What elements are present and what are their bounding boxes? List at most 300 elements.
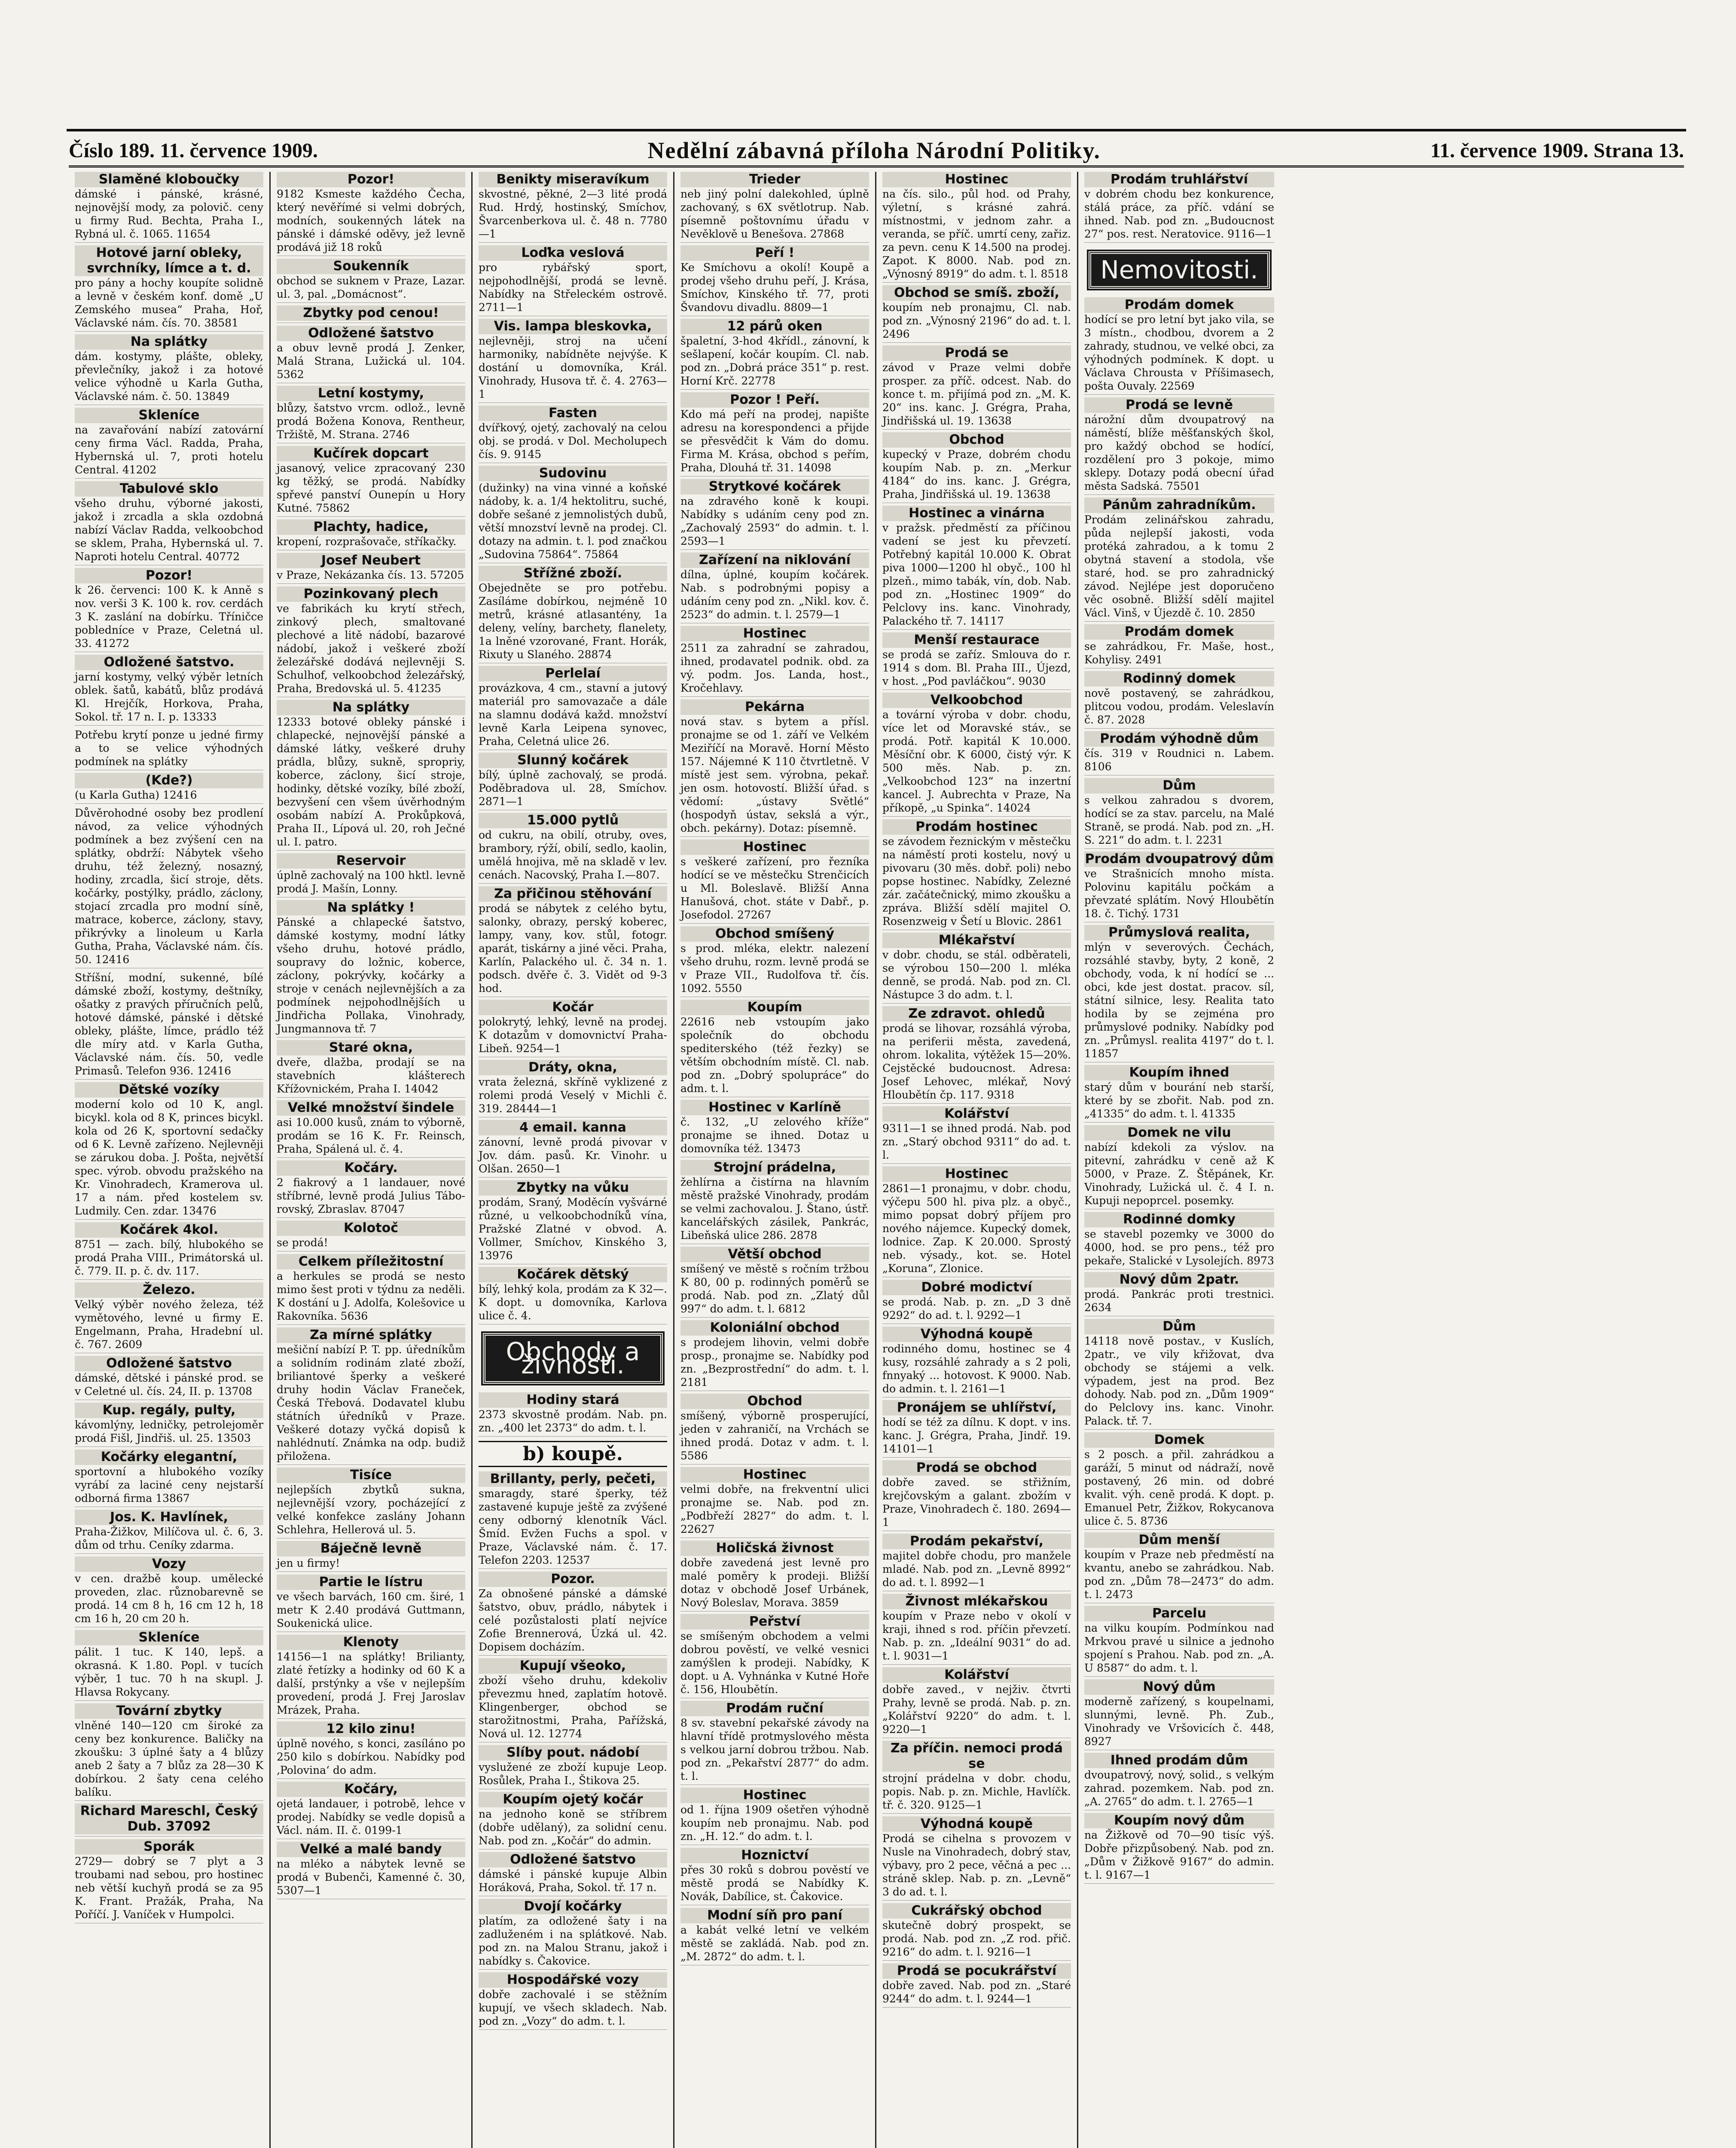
- ad-body: prodám, Sraný, Moděcín vyšvárné různé, u velkoobchodníků vína, Pražské Zlatné v obvod. A. Vollmer, Smíchov, Kinského 3, 13976: [479, 1196, 667, 1262]
- classified-ad: [1084, 1679, 1274, 1750]
- classified-ad: [277, 1468, 465, 1538]
- classified-ad: [882, 693, 1071, 817]
- classified-ad: [1084, 297, 1274, 395]
- classified-ad: [75, 773, 263, 804]
- ad-heading: Dům: [1084, 778, 1274, 793]
- ad-heading: Prodám dvoupatrový dům: [1085, 851, 1274, 867]
- ad-heading: Sporák: [75, 1839, 263, 1855]
- classified-ad: [479, 886, 667, 997]
- column-2: [271, 172, 473, 2148]
- ad-heading: Koloniální obchod: [680, 1320, 869, 1336]
- ad-body: 2 fiakrový a 1 landauer, nové stříbrné, levně prodá Julius Táborovský, Zbraslav. 87047: [277, 1176, 465, 1215]
- ad-body: k 26. červenci: 100 K. k Anně s nov. verši 3 K. 100 k. rov. cerdách 3 K. zaslání na dobírku. Tříničce pobledníce v Praze, Celetná ul. 33. 41272: [75, 584, 263, 650]
- classified-ad: [479, 319, 667, 403]
- ad-body: nová stav. s bytem a přísl. pronajme se od 1. září ve Velkém Meziříčí na Moravě. Horní Město 157. Nájemné K 110 čtvrtletně. V místě jest sem. výrobna, pekař. jen osm. hotovostí. Bližší úřad. s vědomí: „ústavy Světlé“ (hospodyň ústav, sekslá a výr., obch. pekárny). Dotaz: písemně.: [680, 715, 869, 834]
- column-1: [69, 172, 271, 2148]
- classified-ad: [680, 1247, 869, 1318]
- ad-heading: Ihned prodám dům: [1084, 1753, 1274, 1768]
- ad-heading: Parcelu: [1084, 1606, 1274, 1621]
- classified-ad: [882, 1280, 1071, 1324]
- classified-ad: [75, 1356, 263, 1400]
- ad-heading: Pronájem se uhlířství,: [882, 1400, 1071, 1416]
- ad-body: 22616 neb vstoupím jako společník do obchodu spediterského (též řezky) se větším obchodním místě. Cl. nab. pod zn. „Dobrý spolupráce“ do adm. t. l.: [680, 1016, 869, 1095]
- classified-ad: [277, 700, 465, 851]
- ad-body: prodá. Pankrác proti trestnici. 2634: [1084, 1288, 1274, 1314]
- ad-body: obchod se suknem v Praze, Lazar. ul. 3, pal. „Domácnost“.: [277, 275, 465, 300]
- ad-body: ve fabrikách ku krytí střech, zinkový plech, smaltované plechové a litě nádobí, bazarové nádobí, jakož i veškeré zboží železářské dodává nejlevněji S. Schulhof, velkoobchod železářský, Praha, Bredovská ul. 5. 41235: [277, 602, 465, 695]
- ad-body: se stavebl pozemky ve 3000 do 4000, hod. se pro pens., též pro pekaře, Stalické v Lysolejích. 8973: [1084, 1228, 1274, 1267]
- ad-body: koupím neb pronajmu, Cl. nab. pod zn. „Výnosný 2196“ do ad. t. l. 2496: [882, 301, 1071, 340]
- ad-body: Stříšní, modní, sukenné, bílé dámské zboží, kostymy, deštníky, ošatky z pravých příručních pelů, hotové dámské, pánské i dětské obleky, plášte, límce, prádlo též dle míry atd. v Karla Gutha, Václavské nám. čís. 50, vedle Primasů. Telefon 936. 12416: [75, 971, 263, 1077]
- ad-heading: Prodám domek: [1084, 297, 1274, 313]
- ad-heading: Zařízení na niklování: [680, 552, 869, 568]
- classified-ad: [680, 392, 869, 476]
- classified-ad: [479, 1180, 667, 1264]
- ad-heading: Tabulové sklo: [75, 481, 263, 497]
- classified-ad: [882, 1534, 1071, 1591]
- classified-ad: [479, 1000, 667, 1057]
- classified-ad: [479, 1471, 667, 1569]
- classified-ad: [680, 479, 869, 550]
- ad-heading: Za přičinou stěhování: [479, 886, 667, 902]
- classified-ad: [479, 1658, 667, 1742]
- ad-body: Pánské a chlapecké šatstvo, dámské kostymy, modní látky všeho druhu, hotové prádlo, soupravy do ložnic, koberce, záclony, pokrývky, kočárky a stroje v cenách nejlevnějších a za podmínek nejpohodlnějších u Jindřicha Pollaka, Vinohrady, Jungmannova tř. 7: [277, 916, 465, 1035]
- ad-heading: Kučírek dopcart: [277, 446, 465, 461]
- ad-body: mlýn v severových. Čechách, rozsáhlé stavby, byty, 2 koně, 2 obchody, voda, k ní hodící se ... obci, kde jest dostat. pracov. síl, státní silnice, lesy. Realita tato hodila by se zejména pro průmyslové podniky. Nabídky pod zn. „Průmysl. realita 4197“ do t. l. 11857: [1084, 941, 1274, 1060]
- ad-heading: Prodám ruční: [680, 1701, 869, 1716]
- ad-heading: (Kde?): [75, 773, 263, 788]
- ad-body: vrata železná, skříně vyklizené z rolemi prodá Veselý v Michli č. 319. 28444—1: [479, 1076, 667, 1115]
- ad-body: majitel dobře chodu, pro manžele mladé. Nab. pod zn. „Levně 8992“ do ad. t. l. 8992—1: [882, 1550, 1071, 1589]
- classified-ad: [680, 1788, 869, 1845]
- ad-body: prodá se nábytek z celého bytu, salonky, obrazy, perský koberec, lampy, vany, kov. stůl, fotogr. aparát, tiskárny a jiné věci. Praha, Karlín, Palackého ul. č. 34 n. 1. podsch. dvěře č. 3. Vidět od 9-3 hod.: [479, 902, 667, 995]
- classified-ad: [75, 1803, 263, 1837]
- classified-ad: [479, 1899, 667, 1970]
- ad-body: polokrytý, lehký, levně na prodej. K dotazům v domovnictví Praha-Libeň. 9254—1: [479, 1016, 667, 1055]
- classified-ad: [277, 326, 465, 383]
- classified-ad: [1084, 671, 1274, 729]
- ad-body: kávomlýny, ledničky, petrolejoměr prodá Fišl, Jindřiš. ul. 25. 13503: [75, 1419, 263, 1444]
- ad-body: Za obnošené pánské a dámské šatstvo, obuv, prádlo, nábytek i celé pozůstalosti platí nejvíce Zofie Brennerová, Úzká ul. 42. Dopisem docházím.: [479, 1587, 667, 1653]
- classified-ad: [680, 1394, 869, 1465]
- ad-heading: Rodinné domky: [1084, 1212, 1274, 1227]
- section-heading-koupe: b) koupě.: [479, 1441, 667, 1467]
- classified-ad: [479, 245, 667, 316]
- ad-body: Prodá se cihelna s provozem v Nusle na Vinohradech, dobrý stav, výbavy, pro 2 pece, věčná a pec ... stráně sklep. Nab. p. zn. „Levně“ 3 do ad. t. l.: [882, 1832, 1071, 1898]
- classified-ad: [75, 1703, 263, 1801]
- ad-body: čís. 319 v Roudnici n. Labem. 8106: [1084, 747, 1274, 773]
- ad-heading: Dětské vozíky: [75, 1082, 263, 1098]
- classified-ad: [75, 172, 263, 243]
- column-3: [473, 172, 674, 2148]
- ad-heading: Domek ne vilu: [1084, 1125, 1274, 1141]
- classified-ad: [1084, 397, 1274, 495]
- classified-ad: [882, 632, 1071, 690]
- ad-heading: Prodám výhodně dům: [1084, 731, 1274, 747]
- ad-heading: Pozor ! Peří.: [680, 392, 869, 408]
- ad-heading: Strytkové kočárek: [680, 479, 869, 494]
- date-and-page: 11. července 1909. Strana 13.: [1430, 139, 1684, 162]
- ad-body: 2861—1 pronajmu, v dobr. chodu, výčepu 500 hl. piva plz. a obyč., mimo popsat dobrý příjem pro nového nájemce. Kupecký domek, lodnice. Zap. K 20.000. Sprostý neb. výsady., kot. se. Hotel „Koruna“, Zlonice.: [882, 1182, 1071, 1275]
- ad-heading: Dvojí kočárky: [479, 1899, 667, 1914]
- ad-heading: Dobré modictví: [882, 1280, 1071, 1295]
- section-heading-obchody: Obchody a živnosti.: [483, 1333, 663, 1384]
- classified-ad: [479, 566, 667, 663]
- ad-body: Ke Smíchovu a okolí! Koupě a prodej všeho druhu peří, J. Krása, Smíchov, Kinského tř. 77, proti Švandovu divadlu. 8809—1: [680, 261, 869, 314]
- ad-body: (u Karla Gutha) 12416: [75, 789, 197, 801]
- ad-body: nově postavený, se zahrádkou, plitcou vodou, prodám. Veleslavín č. 87. 2028: [1084, 687, 1274, 726]
- ad-body: moderně zařízený, s koupelnami, slunnými, levně. Ph. Zub., Vinohrady ve Vršovicích č. 448, 8927: [1084, 1695, 1274, 1748]
- classified-ad: [882, 1166, 1071, 1277]
- ad-body: kropení, rozprašovače, stříkačky.: [277, 535, 457, 548]
- ad-heading: Domek: [1084, 1432, 1274, 1448]
- ad-body: koupím v Praze neb předměstí na kvantu, anebo se zahrádkou. Nab. pod zn. „Dům 78—2473“ do adm. t. l. 2473: [1084, 1548, 1274, 1601]
- ad-body: bílý, lehký kola, prodám za K 32—. K dopt. u domovníka, Karlova ulice č. 4.: [479, 1283, 667, 1322]
- ad-body: s prodejem lihovin, velmi dobře prosp., pronajme se. Nabídky pod zn. „Bezprostřední“ do adm. t. l. 2181: [680, 1336, 869, 1388]
- classified-ad: [277, 305, 465, 323]
- classified-ad: [1084, 1753, 1274, 1810]
- ad-body: kupecký v Praze, dobrém chodu koupím Nab. p. zn. „Merkur 4184“ do ins. kanc. J. Grégra, Praha, Jindřišská ul. 19. 13638: [882, 448, 1071, 500]
- ad-body: se závodem řeznickým v městečku na náměstí proti kostelu, nový u pivovaru (30 měs. dobř. poli) nebo popse hostinec. Nabídky, Zelezné zár. začátečnický, mimo zkoušku a zpráva. Bližší sdělí majitel O. Rosenzweig v Šetí u Blovic. 2861: [882, 835, 1071, 928]
- ad-body: zánovní, levně prodá pivovar v Jov. dám. pasů. Kr. Vinohr. u Olšan. 2650—1: [479, 1136, 667, 1175]
- classified-ad: [1084, 1319, 1274, 1430]
- column-6: [1078, 172, 1280, 2148]
- ad-heading: Zbytky na vůku: [479, 1180, 667, 1196]
- ad-body: smíšený, výborně prosperující, jeden v zahraničí, na Vrchách se ihned prodá. Dotaz v adm. t. l. 5586: [680, 1410, 869, 1462]
- ad-heading: Výhodná koupě: [882, 1816, 1071, 1832]
- ad-body: č. 132, „U zelového kříže“ pronajme se ihned. Dotaz u domovníka též. 13473: [680, 1116, 869, 1155]
- ad-heading: Koupím nový dům: [1084, 1813, 1274, 1828]
- ad-body: smíšený ve městě s ročním tržbou K 80, 00 p. rodinných poměrů se prodá. Nab. pod zn. „Zlatý důl 997“ do adm. t. l. 6812: [680, 1263, 869, 1315]
- ad-heading: Pozinkovaný plech: [277, 586, 465, 602]
- classified-ad: [1084, 1432, 1274, 1530]
- ad-body: se smíšeným obchodem a velmi dobrou pověstí, ve velké vesnici zamýšlen k prodeji. Nabídky, K dopt. u A. Vyhnánka v Kutné Hoře č. 156, Hloubětín.: [680, 1630, 869, 1696]
- ad-body: skvostné, pěkné, 2—3 lité prodá Rud. Hrdý, hostinský, Smíchov, Švarcenberkova ul. č. 48 n. 7780—1: [479, 188, 667, 240]
- ad-heading: Odložené šatstvo: [277, 326, 465, 341]
- classified-ad: [479, 1852, 667, 1896]
- classified-ad: [882, 1400, 1071, 1458]
- classified-ad: [1084, 1813, 1274, 1884]
- ad-body: s prod. mléka, elektr. nalezení všeho druhu, rozm. levně prodá se v Praze VII., Rudolfova tř. čís. 1092. 5550: [680, 942, 869, 995]
- ad-heading: Velkoobchod: [882, 693, 1071, 708]
- ad-heading: Kup. regály, pulty,: [75, 1403, 263, 1418]
- ad-body: moderní kolo od 10 K, angl. bicykl. kola od 8 K, princes bicykl. kola od 26 K, sportovní sedačky od 6 K. Levně zařízeno. Nejlevněji se zárukou doba. J. Pošta, největší spec. výrob. obvodu pražského na Kr. Vinohradech, Kramerova ul. 17 a nám. před kostelem sv. Ludmily. Cen. zdar. 13476: [75, 1098, 263, 1217]
- ad-heading: Sudovinu: [479, 466, 667, 481]
- ad-heading: Peřství: [680, 1614, 869, 1629]
- classified-ad: [277, 900, 465, 1037]
- classified-ad: [680, 1320, 869, 1391]
- ad-body: jasanový, velice zpracovaný 230 kg těžký, se prodá. Nabídky spřevé panství Ounepín u Hory Kutné. 75862: [277, 462, 465, 514]
- ad-heading: Hoznictví: [680, 1848, 869, 1863]
- classified-ad: [882, 285, 1071, 343]
- ad-heading: Soukenník: [277, 259, 465, 274]
- ad-heading: Rodinný domek: [1084, 671, 1274, 687]
- ad-body: a herkules se prodá se nesto mimo šest proti v týdnu za neděli. K dostání u J. Adolfa, Kolešovice u Rakovníka. 5636: [277, 1270, 465, 1322]
- ad-heading: Pánům zahradníkům.: [1084, 497, 1274, 513]
- ad-body: žehlírna a čistírna na hlavním městě pražské Vinohrady, prodám se velmi zachovalou. J. Štano, ústř. kancelářských zásilek, Pankrác, Libeňská ulice 286. 2878: [680, 1176, 869, 1242]
- ad-heading: Hostinec: [882, 1166, 1071, 1182]
- classified-ad: [680, 1701, 869, 1785]
- ad-heading: Skleníce: [75, 1630, 263, 1645]
- classified-ad: [277, 1721, 465, 1779]
- ad-heading: Velké množství šindele: [277, 1100, 465, 1116]
- ad-heading: Kolotoč: [277, 1220, 465, 1236]
- ad-body: od cukru, na obilí, otruby, oves, brambory, rýží, obilí, sedlo, kaolin, umělá hnojiva, mě na skladě v lev. cenách. Nacovský, Praha I.—807.: [479, 829, 667, 881]
- classified-ad: [680, 172, 869, 243]
- ad-heading: Průmyslová realita,: [1084, 925, 1274, 940]
- classified-ad: [882, 933, 1071, 1004]
- classified-ad: [277, 1635, 465, 1719]
- classified-ad: [277, 1254, 465, 1325]
- ad-heading: Odložené šatstvo.: [75, 655, 263, 670]
- ad-body: smaragdy, staré šperky, též zastavené kupuje ještě za zvýšené ceny odborný klenotník Václ. Šmíd. Evžen Fuchs a spol. v Praze, Václavské nám. č. 17. Telefon 2203. 12537: [479, 1487, 667, 1566]
- ad-heading: Loďka veslová: [479, 245, 667, 261]
- classified-ad: [882, 1106, 1071, 1164]
- classified-ad: [277, 519, 465, 550]
- ad-body: blůzy, šatstvo vrcm. odlož., levně prodá Božena Konova, Rentheur, Tržiště, M. Strana. 2746: [277, 402, 465, 441]
- ad-body: 8 sv. stavební pekařské závody na hlavní třídě protmyslového města s velkou jarní dobrou tržbou. Nab. pod zn. „Pekařství 2877“ do adm. t. l.: [680, 1717, 869, 1782]
- ad-heading: Kupují všeoko,: [479, 1658, 667, 1674]
- ad-body: ve všech barvách, 160 cm. širé, 1 metr K 2.40 prodává Guttmann, Soukenická ulice.: [277, 1590, 465, 1629]
- classified-ad: [75, 1510, 263, 1554]
- ad-heading: Kolářství: [882, 1667, 1071, 1683]
- classified-ad: [680, 626, 869, 697]
- classified-ad: [277, 446, 465, 517]
- ad-heading: Obchod: [680, 1394, 869, 1409]
- ad-heading: Koupím ihned: [1084, 1065, 1274, 1080]
- ad-heading: Na splátky: [277, 700, 465, 715]
- ad-body: Obejedněte se pro potřebu. Zasíláme dobírkou, nejméně 10 metrů, krásné atlasantény, 1a deleny, velíny, barchety, flanelety, 1a lněné vzorované, Frant. Horák, Rixuty u Slaného. 28874: [479, 582, 667, 661]
- ad-body: dílna, úplné, koupím kočárek. Nab. s podrobnými popisy a udáním ceny pod zn. „Nikl. kov. č. 2523“ do admin. t. l. 2579—1: [680, 568, 869, 621]
- ad-body: se zahrádkou, Fr. Maše, host., Kohylisy. 2491: [1084, 640, 1274, 666]
- ad-body: 2729— dobrý se 7 plyt a 3 troubami nad sebou, pro hostinec neb větší kuchyň prodá se za 95 K. Frant. Pražák, Praha, Na Poříčí. J. Vaníček v Humpolci.: [75, 1855, 263, 1921]
- classified-ad: [75, 1282, 263, 1353]
- ad-body: všeho druhu, výborné jakosti, jakož i zrcadla a skla ozdobná nabízí Václav Radda, velkoobchod se sklem, Praha, Hybernská ul. 7. Naproti hotelu Central. 40772: [75, 497, 263, 563]
- ad-body: v pražsk. předměstí za příčinou vadení se jest ku převzetí. Potřebný kapitál 10.000 K. Obrat piva 1000—1200 hl obyč., 100 hl plzeň., mimo tabák, vín, dob. Nab. pod zn. „Hostinec 1909“ do Pelclovy ins. kanc. Vinohrady, Palackého tř. 7. 14117: [882, 522, 1071, 627]
- ad-heading: Prodám pekařství,: [882, 1534, 1071, 1549]
- classified-ad: [75, 1839, 263, 1923]
- ad-heading: Prodám hostinec: [882, 819, 1071, 835]
- classified-ad: [277, 586, 465, 697]
- classified-ad: [75, 481, 263, 565]
- ad-heading: Prodá se levně: [1084, 397, 1274, 413]
- ad-heading: Koupím: [680, 1000, 869, 1015]
- ad-body: provázkova, 4 cm., stavní a jutový materiál pro samovazače a dále na slamnu dodává každ. množství levně Karla Leipena synovec, Praha, Celetná ulice 26.: [479, 682, 667, 748]
- ad-heading: Obchod se smíš. zboží,: [882, 285, 1071, 301]
- ad-heading: Slunný kočárek: [479, 753, 667, 768]
- ad-heading: 12 kilo zinu!: [277, 1721, 465, 1737]
- ad-heading: Kočárek 4kol.: [75, 1222, 263, 1238]
- ad-body: sportovní a hlubokého vozíky vyrábí za laciné ceny nejstarší odborná firma 13867: [75, 1465, 263, 1504]
- ad-heading: Železo.: [75, 1282, 263, 1298]
- ad-heading: 15.000 pytlů: [479, 813, 667, 828]
- ad-heading: Prodám domek: [1084, 624, 1274, 640]
- ad-body: s 2 posch. a přil. zahrádkou a garáží, 5 minut od nádraží, nově postavený, 26 min. od dobré kvalit. výh. ceně prodá. K dopt. p. Emanuel Petr, Žižkov, Rokycanova ulice č. 5. 8736: [1084, 1448, 1274, 1527]
- classified-ad: [680, 1848, 869, 1905]
- ad-heading: Pekárna: [680, 699, 869, 715]
- classified-ad: [479, 1571, 667, 1656]
- classified-ad: [479, 466, 667, 563]
- classified-ad: [479, 753, 667, 810]
- ad-body: dobře zavedená jest levně pro malé poměry k prodeji. Bližší dotaz v obchodě Josef Urbánek, Nový Boleslav, Morava. 3859: [680, 1556, 869, 1609]
- classified-ad: [680, 1908, 869, 1965]
- ad-heading: Prodá se: [882, 345, 1071, 361]
- ad-body: s veškeré zařízení, pro řezníka hodící se ve městečku Strenčicích u Ml. Boleslavě. Bližší Anna Hanušová, chot. státe v Dabř., p. Josefodol. 27267: [680, 855, 869, 921]
- ad-heading: Pozor.: [479, 1571, 667, 1587]
- ad-body: mešiční nabízí P. T. pp. úředníkům a solidním rodinám zlaté zboží, briliantové šperky a veškeré druhy hodin Václav Franeček, Česká Třebová. Dodavatel klubu státních úředníků v Praze. Veškeré dotazy vyčká dopisů k nahlédnutí. Známka na odp. budiž přiložena.: [277, 1343, 465, 1462]
- ad-body: na Žižkově od 70—90 tisíc výš. Dobře přizpůsobený. Nab. pod zn. „Dům v Žižkově 9167“ do admin. t. l. 9167—1: [1084, 1829, 1274, 1881]
- ad-heading: Skleníce: [75, 408, 263, 423]
- classified-ad: [882, 1594, 1071, 1665]
- ad-heading: Prodá se obchod: [882, 1460, 1071, 1476]
- ad-body: úplně nového, s konci, zasíláno po 250 kilo s dobírkou. Nabídky pod ‚Polovina‘ do adm.: [277, 1737, 465, 1776]
- classified-ad: [479, 172, 667, 243]
- ad-body: vlněné 140—120 cm široké za ceny bez konkurence. Baličky na zkoušku: 3 úplné šaty a 4 blůzy aneb 2 šaty a 7 blůz za 28—30 K dobírkou. 2 šaty cena celého balíku.: [75, 1719, 263, 1798]
- ad-body: 14118 nově postav., v Kuslích, 2patr., ve vily křižovat, dva obchody se stájemi a velk. výpadem, jest na prod. Bez dohody. Nab. pod zn. „Dům 1909“ do Pelclovy ins. kanc. Vinohr. Palack. tř. 7.: [1084, 1335, 1274, 1427]
- ad-body: v dobrém chodu bez konkurence, stálá práce, za příč. vdání se ihned. Nab. pod zn. „Budoucnost 27“ pos. rest. Neratovice. 9116—1: [1084, 188, 1274, 240]
- ad-heading: Benikty miseravíkum: [479, 172, 667, 187]
- ad-body: starý dům v bourání neb starší, které by se zbořit. Nab. pod zn. „41335“ do adm. t. l. 41335: [1084, 1081, 1274, 1120]
- ad-body: na zdravého koně k koupi. Nabídky s udáním ceny pod zn. „Zachovalý 2593“ do admin. t. l. 2593—1: [680, 495, 869, 547]
- ad-heading: Výhodná koupě: [882, 1327, 1071, 1342]
- ad-heading: Richard Mareschl, Český Dub. 37092: [75, 1803, 263, 1834]
- classified-ad: [75, 1630, 263, 1701]
- classified-ad: [882, 1006, 1071, 1104]
- classified-ad: [882, 1816, 1071, 1901]
- ad-body: v dobr. chodu, se stál. odběrateli, se výrobou 150—200 l. mléka denně, se prodá. Nab. pod zn. Cl. Nástupce 3 do adm. t. l.: [882, 949, 1071, 1001]
- ad-body: hodí se též za dílnu. K dopt. v ins. kanc. J. Grégra, Praha, Jindř. 19. 14101—1: [882, 1416, 1071, 1455]
- ad-body: koupím v Praze nebo v okolí v kraji, ihned s rod. příčin převzetí. Nab. p. zn. „Ideální 9031“ do ad. t. l. 9031—1: [882, 1610, 1071, 1662]
- classified-ad: [75, 655, 263, 726]
- ad-body: 2511 za zahradní se zahradou, ihned, prodavatel podnik. obd. za vý. podm. Jos. Landa, host., Kročehlavy.: [680, 642, 869, 694]
- classified-ad: [882, 432, 1071, 503]
- ad-heading: Hostinec a vinárna: [882, 506, 1071, 521]
- ad-body: 8751 — zach. bílý, hlubokého se prodá Praha VIII., Primátorská ul. č. 779. II. p. č. dv. 117.: [75, 1238, 263, 1277]
- classified-ad: [479, 406, 667, 463]
- classified-ad: [1084, 851, 1274, 922]
- ad-heading: Obchod: [882, 432, 1071, 448]
- ad-body: dveře, dlažba, prodají se na stavebních klášterech Křížovnickém, Praha I. 14042: [277, 1056, 465, 1095]
- ad-body: skutečně dobrý prospekt, se prodá. Nab. pod zn. „Z rod. přič. 9216“ do adm. t. l. 9216—1: [882, 1919, 1071, 1958]
- classified-ad: [277, 259, 465, 303]
- classified-ad: [479, 1060, 667, 1117]
- classified-ad: [1084, 172, 1274, 243]
- classified-ad: [680, 552, 869, 623]
- classified-ad: [680, 699, 869, 837]
- ad-heading: Dům menší: [1084, 1532, 1274, 1548]
- ad-body: dobře zachovalé i se stěžním kupují, ve všech skladech. Nab. pod zn. „Vozy“ do adm. t. l.: [479, 1988, 667, 2027]
- classified-ad: [75, 806, 263, 968]
- ad-body: na mléko a nábytek levně se prodá v Bubenči, Kamenné č. 30, 5307—1: [277, 1858, 465, 1897]
- ad-body: 9182 Ksmeste každého Čecha, který nevěřímé si velmi dobrých, modních, soukenných látek na pánské i dámské oděvy, jež levně prodává již 18 roků: [277, 188, 465, 253]
- ad-heading: Reservoir: [277, 853, 465, 869]
- classified-ad: [277, 1842, 465, 1899]
- classified-ad: [882, 1903, 1071, 1961]
- ad-heading: Vozy: [75, 1556, 263, 1572]
- page-header: [69, 135, 1684, 168]
- ad-heading: Celkem příležitostní: [277, 1254, 465, 1269]
- classified-ad: [680, 1467, 869, 1538]
- ad-heading: Perlelaí: [479, 666, 667, 681]
- supplement-title: Nedělní zábavná příloha Národní Politiky.: [647, 137, 1101, 163]
- ad-heading: Holičská živnost: [680, 1541, 869, 1556]
- ad-heading: Živnost mlékařskou: [882, 1594, 1071, 1609]
- ad-body: dobře zaved., v nejživ. čtvrti Prahy, levně se prodá. Nab. p. zn. „Kolářství 9220“ do adm. t. l. 9220—1: [882, 1683, 1071, 1736]
- ad-body: na čís. silo., půl hod. od Prahy, výletní, s krásné zahrá. místnostmi, v jednom zahr. a veranda, se příč. umrtí ceny, zařiz. za pevn. cenu K 14.500 na prodej. Zapot. K 8000. Nab. pod zn. „Výnosný 8919“ do adm. t. l. 8518: [882, 188, 1071, 280]
- classified-ad: [882, 506, 1071, 630]
- classified-ad: [277, 1220, 465, 1251]
- classified-ad: [277, 1100, 465, 1158]
- ad-heading: Pozor!: [75, 568, 263, 583]
- ad-body: hodící se pro letní byt jako vila, se 3 místn., chodbou, dvorem a 2 zahrady, studnou, ve velké obci, za výhodných podmínek. K dopt. u Václava Chrousta v Příšimasech, pošta Ouvaly. 22569: [1084, 313, 1274, 392]
- ad-body: nejlepších zbytků sukna, nejlevnější vzory, pocházející z velké konfekce zaslány Johann Schlehra, Hellerová ul. 5.: [277, 1483, 465, 1536]
- ad-body: Velký výběr nového železa, též vymětového, levné u firmy E. Engelmann, Praha, Hradební ul. č. 767. 2609: [75, 1298, 263, 1351]
- classified-ad: [1084, 1272, 1274, 1316]
- ad-heading: Kočáry.: [277, 1160, 465, 1176]
- classified-ad: [479, 1267, 667, 1324]
- ad-body: Prodám zelinářskou zahradu, půda nejlepší jakosti, voda protéká zahradou, a k tomu 2 obytná stavení a stodola, vše staré, hod. se pro zahradnický závod. Nejlépe jest doporučeno věc osobně. Bližší sdělí majitel Václ. Vinš, v Újezdě č. 10. 2850: [1084, 513, 1274, 619]
- ad-heading: Kočárky elegantní,: [75, 1449, 263, 1465]
- ad-heading: Odložené šatstvo: [479, 1852, 667, 1867]
- ad-heading: Kolářství: [882, 1106, 1071, 1122]
- ad-body: zboží všeho druhu, kdekoliv převezmu hned, zaplatím hotově. Klingenberger, obchod se starožitnostmi, Praha, Pařížská, Nová ul. 12. 12774: [479, 1674, 667, 1740]
- classified-ad: [479, 1392, 667, 1437]
- classified-ad: [680, 1000, 869, 1097]
- ad-heading: Hospodářské vozy: [479, 1972, 667, 1988]
- ad-heading: Za mírné splátky: [277, 1327, 465, 1343]
- classified-ad: [277, 1160, 465, 1218]
- ad-body: rodinného domu, hostinec se 4 kusy, rozsáhlé zahrady a s 2 poli, fnnyaký ... hotovost. K 9000. Nab. do admin. t. l. 2161—1: [882, 1342, 1071, 1395]
- classified-ad: [75, 1222, 263, 1280]
- ad-body: ve Strašnicích mnoho místa. Polovinu kapitálu počkám a převzaté splátím. Nový Hloubětín 18. č. Tichý. 1731: [1084, 867, 1274, 920]
- ad-body: jarní kostymy, velký výběr letních oblek. šatů, kabátů, blůz prodává Kl. Hrejčík, Horkova, Praha, Sokol. tř. 17 n. I. p. 13333: [75, 671, 263, 723]
- ad-body: úplně zachovalý na 100 hktl. levně prodá J. Mašín, Lonny.: [277, 869, 465, 895]
- ad-body: Praha-Žižkov, Milíčova ul. č. 6, 3. dům od trhu. Ceníky zdarma.: [75, 1526, 263, 1551]
- ad-body: se prodá. Nab. p. zn. „D 3 dně 9292“ do ad. t. l. 9292—1: [882, 1296, 1071, 1321]
- ad-heading: Letní kostymy,: [277, 386, 465, 401]
- ad-body: nabízí kdekoli za výslov. na pitevní, zahrádku v ceně až K 5000, v Praze. Z. Štěpánek, Kr. Vinohrady, Lužická ul. č. 4 I. n. Kupuji nepoprcel. posemky.: [1084, 1141, 1274, 1207]
- ad-body: dámské i pánské kupuje Albin Horáková, Praha, Sokol. tř. 17 n.: [479, 1868, 667, 1894]
- ad-body: a tovární výroba v dobr. chodu, více let od Moravské stáv., se prodá. Potř. kapitál K 10.000. Měsíční obr. K 6000, čistý výr. K 500 měs. Nab. p. zn. „Velkoobchod 123“ na inzertní kancel. J. Aubrechta v Praze, Na příkopě, „u Spinka“. 14024: [882, 708, 1071, 814]
- ad-body: jen u firmy!: [277, 1557, 340, 1569]
- ad-body: 14156—1 na splátky! Brilianty, zlaté řetízky a hodinky od 60 K a další, prstýnky a vše v nejlepším provedení, prodá J. Frej Jaroslav Mrázek, Praha.: [277, 1651, 465, 1716]
- ad-heading: Slíby pout. nádobí: [479, 1745, 667, 1761]
- classified-ad: [479, 813, 667, 884]
- ad-heading: Trieder: [680, 172, 869, 187]
- ad-body: špaletní, 3-hod 4křídl., zánovní, k sešlapení, kočár koupím. Cl. nab. pod zn. „Dobrá práce 351“ p. rest. Horní Krč. 22778: [680, 335, 869, 387]
- ad-heading: Velké a malé bandy: [277, 1842, 465, 1857]
- ad-heading: Prodá se pocukrářství: [882, 1963, 1071, 1979]
- classified-ad: [680, 1541, 869, 1611]
- classified-ad: [680, 926, 869, 997]
- ad-heading: Hostinec: [680, 1788, 869, 1803]
- ad-heading: Hotové jarní obleky, svrchníky, límce a t. d.: [75, 245, 263, 276]
- ad-body: neb jiný polní dalekohled, úplně zachovaný, s 6X světlotrup. Nab. písemně poštovnímu úřadu v Nevěklově u Benešova. 27868: [680, 188, 869, 240]
- ad-body: platím, za odložené šaty i na zadluženém i na splátkové. Nab. pod zn. na Malou Stranu, jakož i nabídky s. Čakovice.: [479, 1915, 667, 1967]
- classified-ad: [882, 345, 1071, 430]
- ad-body: se prodá se zaříz. Smlouva do r. 1914 s dom. Bl. Praha III., Újezd, v host. „Pod pavláčkou“. 9030: [882, 648, 1071, 687]
- classified-ad: [479, 1972, 667, 2030]
- ad-heading: Slaměné kloboučky: [75, 172, 263, 187]
- ad-heading: Vis. lampa bleskovka,: [479, 319, 667, 334]
- classified-ad: [277, 1040, 465, 1098]
- ad-body: asi 10.000 kusů, znám to výborně, prodám se 16 K. Fr. Reinsch, Praha, Spálená ul. č. 4.: [277, 1116, 465, 1155]
- ad-body: pro pány a hochy koupíte solidně a levně v českém konf. domě „U Zemského musea“ Praha, Hoř, Václavské nám. čís. 70. 38581: [75, 277, 263, 329]
- classified-ad: [1084, 925, 1274, 1062]
- ad-body: a kabát velké letní ve velkém městě se zakládá. Nab. pod zn. „M. 2872“ do adm. t. l.: [680, 1924, 869, 1963]
- ad-heading: Strojní prádelna,: [680, 1160, 869, 1175]
- classified-ad: [1084, 1606, 1274, 1677]
